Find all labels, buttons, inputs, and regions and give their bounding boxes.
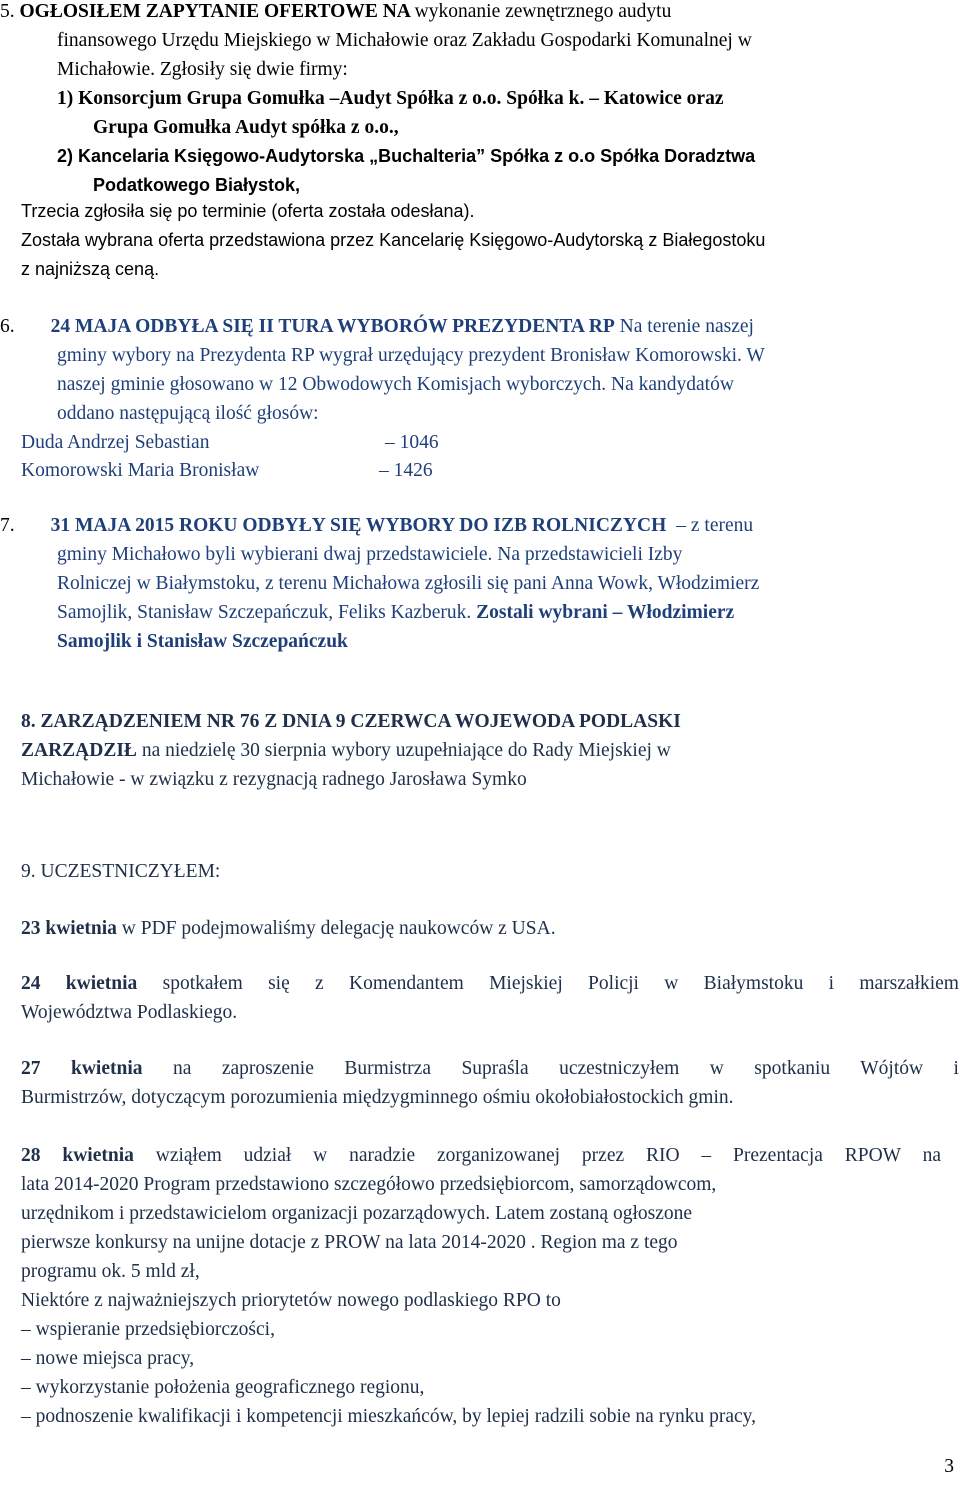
s9-entry-4-line-5: programu ok. 5 mld zł, (21, 1261, 200, 1282)
s5-line-8: Trzecia zgłosiła się po terminie (oferta została odesłana). (21, 201, 475, 221)
s9-entry-1-date: 23 kwietnia (21, 918, 117, 939)
s7-number: 7. (0, 515, 15, 536)
s9-entry-4-line-6: Niektóre z najważniejszych priorytetów nowego podlaskiego RPO to (21, 1290, 561, 1311)
s9-priority-1: – wspieranie przedsiębiorczości, (21, 1319, 275, 1340)
s9-entry-4-line-3: urzędnikom i przedstawicielom organizacji pozarządowych. Latem zostaną ogłoszone (21, 1203, 693, 1224)
s9-entry-3-date: 27 kwietnia (21, 1058, 143, 1079)
s7-line-5: Samojlik i Stanisław Szczepańczuk (57, 631, 348, 652)
s9-entry-3: 27 kwietnia na zaproszenie Burmistrza Supraśla uczestniczyłem w spotkaniu Wójtów i (21, 1058, 959, 1079)
s5-line-3: Michałowie. Zgłosiły się dwie firmy: (57, 59, 348, 80)
s5-heading: OGŁOSIŁEM ZAPYTANIE OFERTOWE NA (19, 1, 415, 22)
s9-entry-4-line-2: lata 2014-2020 Program przedstawiono szczegółowo przedsiębiorcom, samorządowcom, (21, 1174, 717, 1195)
s8-heading: 8. ZARZĄDZENIEM NR 76 Z DNIA 9 CZERWCA WOJEWODA PODLASKI (21, 711, 681, 732)
s6-candidate-1-votes: – 1046 (385, 432, 439, 453)
s8-line-2: ZARZĄDZIŁ na niedzielę 30 sierpnia wybory uzupełniające do Rady Miejskiej w (21, 740, 671, 761)
s5-line-10: z najniższą ceną. (21, 259, 160, 279)
s7-elected: Zostali wybrani – Włodzimierz (476, 602, 735, 623)
s6-heading: 24 MAJA ODBYŁA SIĘ II TURA WYBORÓW PREZYDENTA RP (50, 316, 615, 337)
s5-number: 5. (0, 1, 20, 22)
s6-candidate-2-name: Komorowski Maria Bronisław (21, 460, 260, 481)
s9-entry-4: 28 kwietnia wziąłem udział w naradzie zorganizowanej przez RIO – Prezentacja RPOW na (21, 1145, 941, 1166)
s6-line-4: oddano następującą ilość głosów: (57, 403, 319, 424)
s5-firm-1-cont: Grupa Gomułka Audyt spółka z o.o., (93, 117, 399, 138)
s6-candidate-1-name: Duda Andrzej Sebastian (21, 432, 210, 453)
s6-line-2: gminy wybory na Prezydenta RP wygrał urzędujący prezydent Bronisław Komorowski. W (57, 345, 765, 366)
s6-candidate-2-votes: – 1426 (379, 460, 433, 481)
s9-entry-3-line-2: Burmistrzów, dotyczącym porozumienia międzygminnego ośmiu okołobiałostockich gmin. (21, 1087, 734, 1108)
s9-priority-2: – nowe miejsca pracy, (21, 1348, 195, 1369)
s5-line-2: finansowego Urzędu Miejskiego w Michałowie oraz Zakładu Gospodarki Komunalnej w (57, 30, 752, 51)
s5-firm-2-cont: Podatkowego Białystok, (93, 175, 301, 195)
s5-line-9: Została wybrana oferta przedstawiona przez Kancelarię Księgowo-Audytorską z Białegostoku (21, 230, 766, 250)
s9-entry-1: 23 kwietnia w PDF podejmowaliśmy delegację naukowców z USA. (21, 918, 556, 939)
s9-entry-2-date: 24 kwietnia (21, 973, 138, 994)
s9-entry-4-date: 28 kwietnia (21, 1145, 134, 1166)
s5-firm-2: 2) Kancelaria Księgowo-Audytorska „Buchalteria” Spółka z o.o Spółka Doradztwa (57, 146, 756, 166)
s9-entry-2: 24 kwietnia spotkałem się z Komendantem Miejskiej Policji w Białymstoku i marszałkiem (21, 973, 959, 994)
s9-priority-3: – wykorzystanie położenia geograficznego regionu, (21, 1377, 425, 1398)
s7-line-1: 7. 31 MAJA 2015 ROKU ODBYŁY SIĘ WYBORY DO IZB ROLNICZYCH – z terenu (0, 515, 754, 536)
s9-priority-4: – podnoszenie kwalifikacji i kompetencji mieszkańców, by lepiej radzili sobie na rynku pracy, (21, 1406, 756, 1427)
s9-entry-4-line-4: pierwsze konkursy na unijne dotacje z PROW na lata 2014-2020 . Region ma z tego (21, 1232, 678, 1253)
s6-number: 6. (0, 316, 15, 337)
s7-line-4: Samojlik, Stanisław Szczepańczuk, Feliks Kazberuk. Zostali wybrani – Włodzimierz (57, 602, 735, 623)
page-number: 3 (944, 1456, 954, 1477)
s9-entry-2-line-2: Województwa Podlaskiego. (21, 1002, 238, 1023)
s9-heading: 9. UCZESTNICZYŁEM: (21, 861, 221, 882)
s7-heading: 31 MAJA 2015 ROKU ODBYŁY SIĘ WYBORY DO IZB ROLNICZYCH (50, 515, 667, 536)
s6-line-3: naszej gminie głosowano w 12 Obwodowych Komisjach wyborczych. Na kandydatów (57, 374, 734, 395)
s7-line-3: Rolniczej w Białymstoku, z terenu Michałowa zgłosili się pani Anna Wowk, Włodzimierz (57, 573, 760, 594)
s6-line-1: 6. 24 MAJA ODBYŁA SIĘ II TURA WYBORÓW PREZYDENTA RP Na terenie naszej (0, 316, 754, 337)
s5-line-1: 5. OGŁOSIŁEM ZAPYTANIE OFERTOWE NA wykonanie zewnętrznego audytu (0, 1, 672, 22)
s5-firm-1: 1) Konsorcjum Grupa Gomułka –Audyt Spółka z o.o. Spółka k. – Katowice oraz (57, 88, 724, 109)
s7-line-2: gminy Michałowo byli wybierani dwaj przedstawiciele. Na przedstawicieli Izby (57, 544, 683, 565)
s8-line-3: Michałowie - w związku z rezygnacją radnego Jarosława Symko (21, 769, 527, 790)
